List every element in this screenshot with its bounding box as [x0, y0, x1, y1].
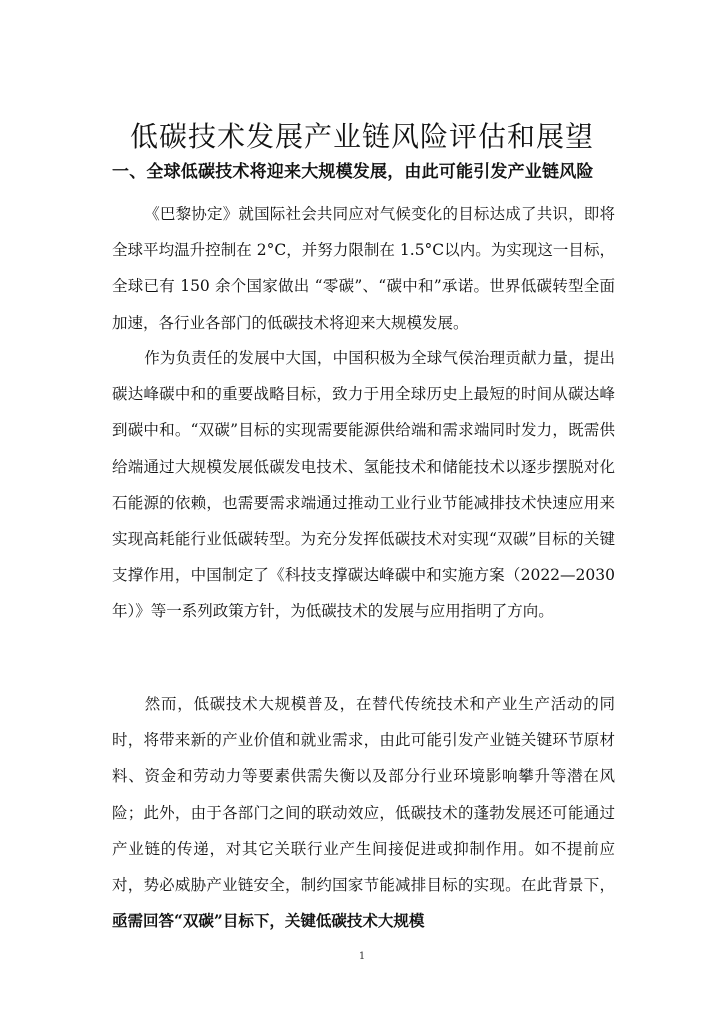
document-title: 低碳技术发展产业链风险评估和展望	[129, 119, 594, 153]
paragraph-1-text: 《巴黎协定》就国际社会共同应对气候变化的目标达成了共识，即将全球平均温升控制在 2°C，并努力限制在 1.5°C以内。为实现这一目标，全球已有 150 余个国家做出 “零碳”、“碳中和”承诺。世界低碳转型全面加速，各行业各部门的低碳技术将迎来大规模发展。	[112, 205, 615, 332]
paragraph-3-text: 然而，低碳技术大规模普及，在替代传统技术和产业生产活动的同时，将带来新的产业价值和就业需求，由此可能引发产业链关键环节原材料、资金和劳动力等要素供需失衡以及部分行业环境影响攀升等潜在风险；此外，由于各部门之间的联动效应，低碳技术的蓬勃发展还可能通过产业链的传递，对其它关联行业产生间接促进或抑制作用。如不提前应对，势必威胁产业链安全，制约国家节能减排目标的实现。在此背景下，	[112, 695, 615, 895]
paragraph-3-bold-text: 亟需回答“双碳”目标下，关键低碳技术大规模	[112, 911, 425, 931]
paragraph-3	[112, 686, 615, 939]
page-number: 1	[358, 951, 366, 962]
section-heading: 一、全球低碳技术将迎来大规模发展，由此可能引发产业链风险	[112, 162, 594, 182]
paragraph-2	[112, 340, 615, 630]
paragraph-2-text: 作为负责任的发展中大国，中国积极为全球气侯治理贡献力量，提出碳达峰碳中和的重要战略目标，致力于用全球历史上最短的时间从碳达峰到碳中和。“双碳”目标的实现需要能源供给端和需求端同时发力，既需供给端通过大规模发展低碳发电技术、氢能技术和储能技术以逐步摆脱对化石能源的依赖，也需要需求端通过推动工业行业节能减排技术快速应用来实现高耗能行业低碳转型。为充分发挥低碳技术对实现“双碳”目标的关键支撑作用，中国制定了《科技支撑碳达峰碳中和实施方案（2022—2030 年）》等一系列政策方针，为低碳技术的发展与应用指明了方向。	[112, 349, 615, 621]
paragraph-1	[112, 196, 615, 341]
